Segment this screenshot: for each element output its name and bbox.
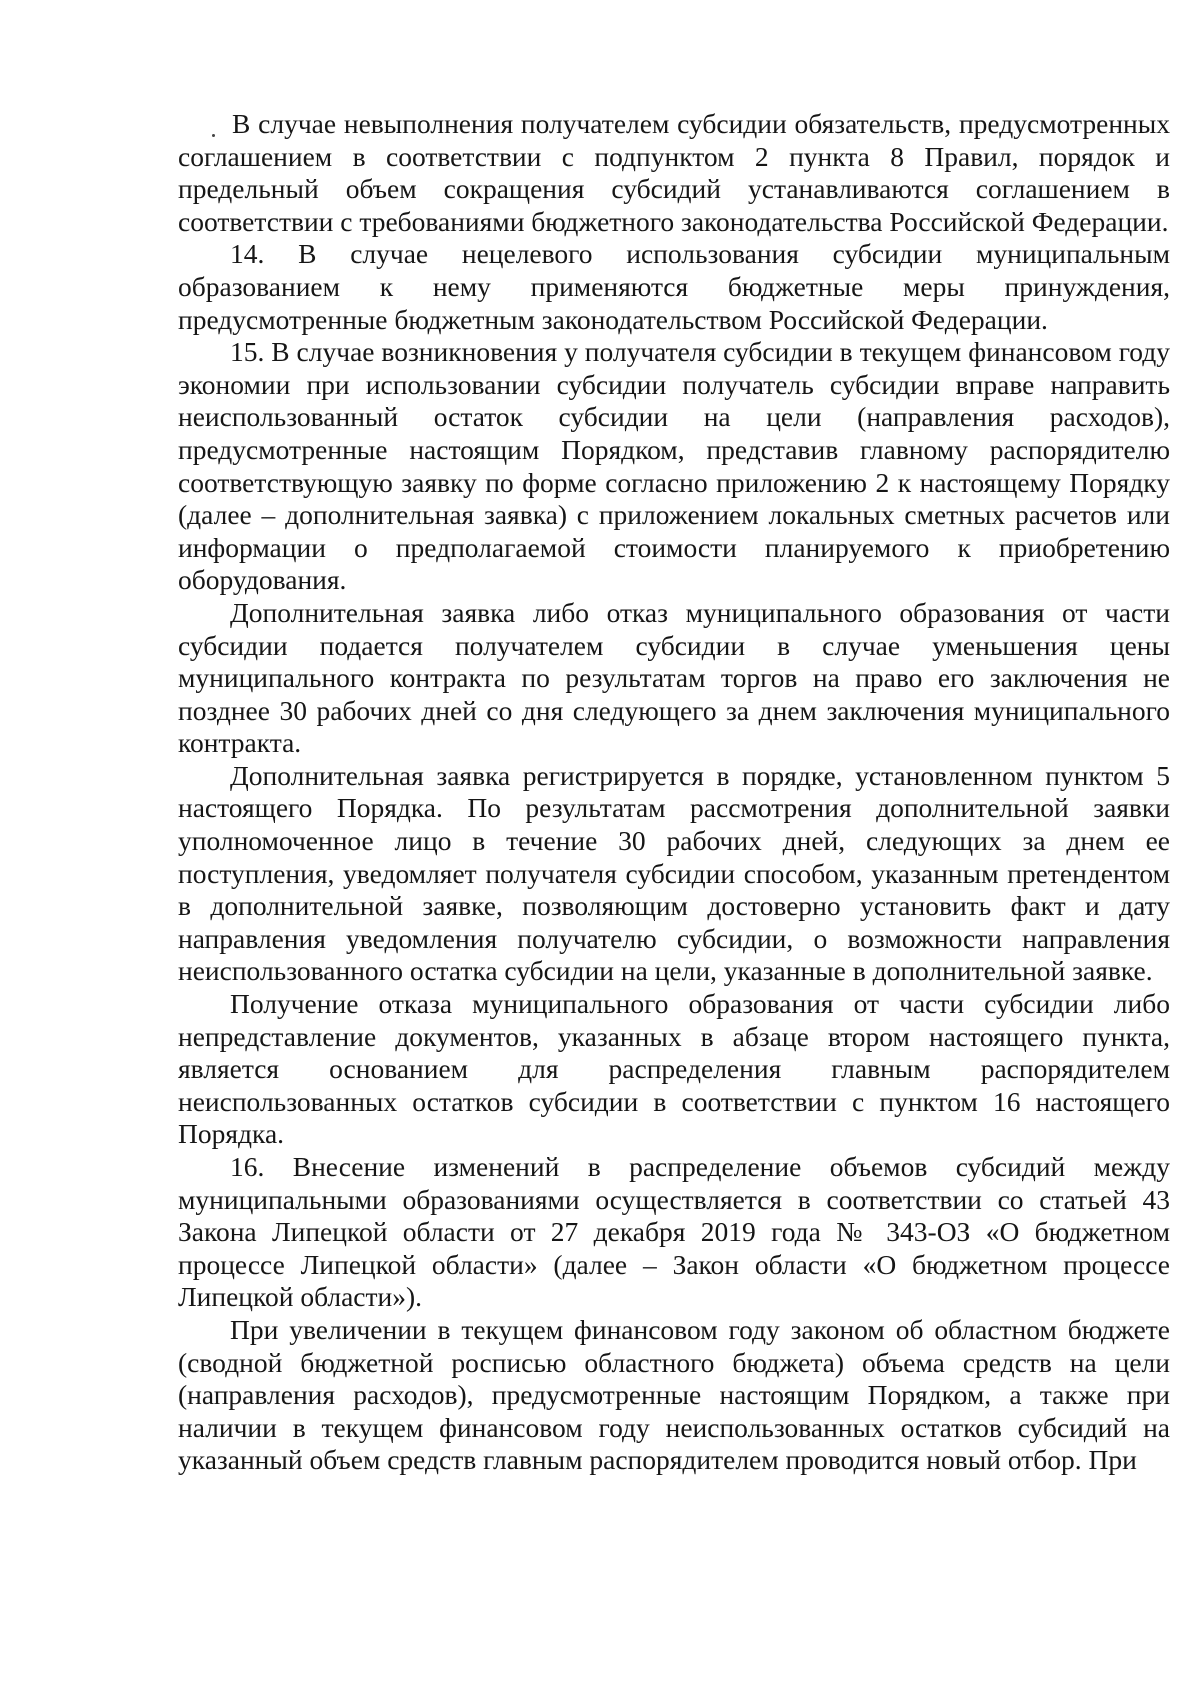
paragraph-subsidy-reduction: В случае невыполнения получателем субсидии обязательств, предусмотренных соглашением в соответствии с подпунктом 2 пункта 8 Правил, порядок и предельный объем сокращения субсидий устанавливаются соглашением в соответствии с требованиями бюджетного законодательства Российской Федерации. (178, 108, 1170, 237)
paragraph-item-14: 14. В случае нецелевого использования субсидии муниципальным образованием к нему применяются бюджетные меры принуждения, предусмотренные бюджетным законодательством Российской Федерации. (178, 238, 1170, 335)
paragraph-registration: Дополнительная заявка регистрируется в порядке, установленном пунктом 5 настоящего Порядка. По результатам рассмотрения дополнительной заявки уполномоченное лицо в течение 30 рабочих дней, следующих за днем ее поступления, уведомляет получателя субсидии способом, указанным претендентом в дополнительной заявке, позволяющим достоверно установить факт и дату направления уведомления получателю субсидии, о возможности направления неиспользованного остатка субсидии на цели, указанные в дополнительной заявке. (178, 759, 1170, 987)
paragraph-refusal: Получение отказа муниципального образования от части субсидии либо непредставление документов, указанных в абзаце втором настоящего пункта, является основанием для распределения главным распорядителем неиспользованных остатков субсидии в соответствии с пунктом 16 настоящего Порядка. (178, 988, 1170, 1150)
document-body (178, 108, 1170, 1477)
paragraph-additional-application: Дополнительная заявка либо отказ муниципального образования от части субсидии подается получателем субсидии в случае уменьшения цены муниципального контракта по результатам торгов на право его заключения не позднее 30 рабочих дней со дня следующего за днем заключения муниципального контракта. (178, 596, 1170, 759)
paragraph-item-16: 16. Внесение изменений в распределение объемов субсидий между муниципальными образованиями осуществляется в соответствии со статьей 43 Закона Липецкой области от 27 декабря 2019 года № 343-ОЗ «О бюджетном процессе Липецкой области» (далее – Закон области «О бюджетном процессе Липецкой области»). (178, 1151, 1170, 1313)
paragraph-item-15: 15. В случае возникновения у получателя субсидии в текущем финансовом году экономии при использовании субсидии получатель субсидии вправе направить неиспользованный остаток субсидии на цели (направления расходов), предусмотренные настоящим Порядком, представив главному распорядителю соответствующую заявку по форме согласно приложению 2 к настоящему Порядку (далее – дополнительная заявка) с приложением локальных сметных расчетов или информации о предполагаемой стоимости планируемого к приобретению оборудования. (178, 336, 1170, 596)
paragraph-new-selection: При увеличении в текущем финансовом году законом об областном бюджете (сводной бюджетной росписью областного бюджета) объема средств на цели (направления расходов), предусмотренные настоящим Порядком, а также при наличии в текущем финансовом году неиспользованных остатков субсидий на указанный объем средств главным распорядителем проводится новый отбор. При (178, 1313, 1170, 1476)
